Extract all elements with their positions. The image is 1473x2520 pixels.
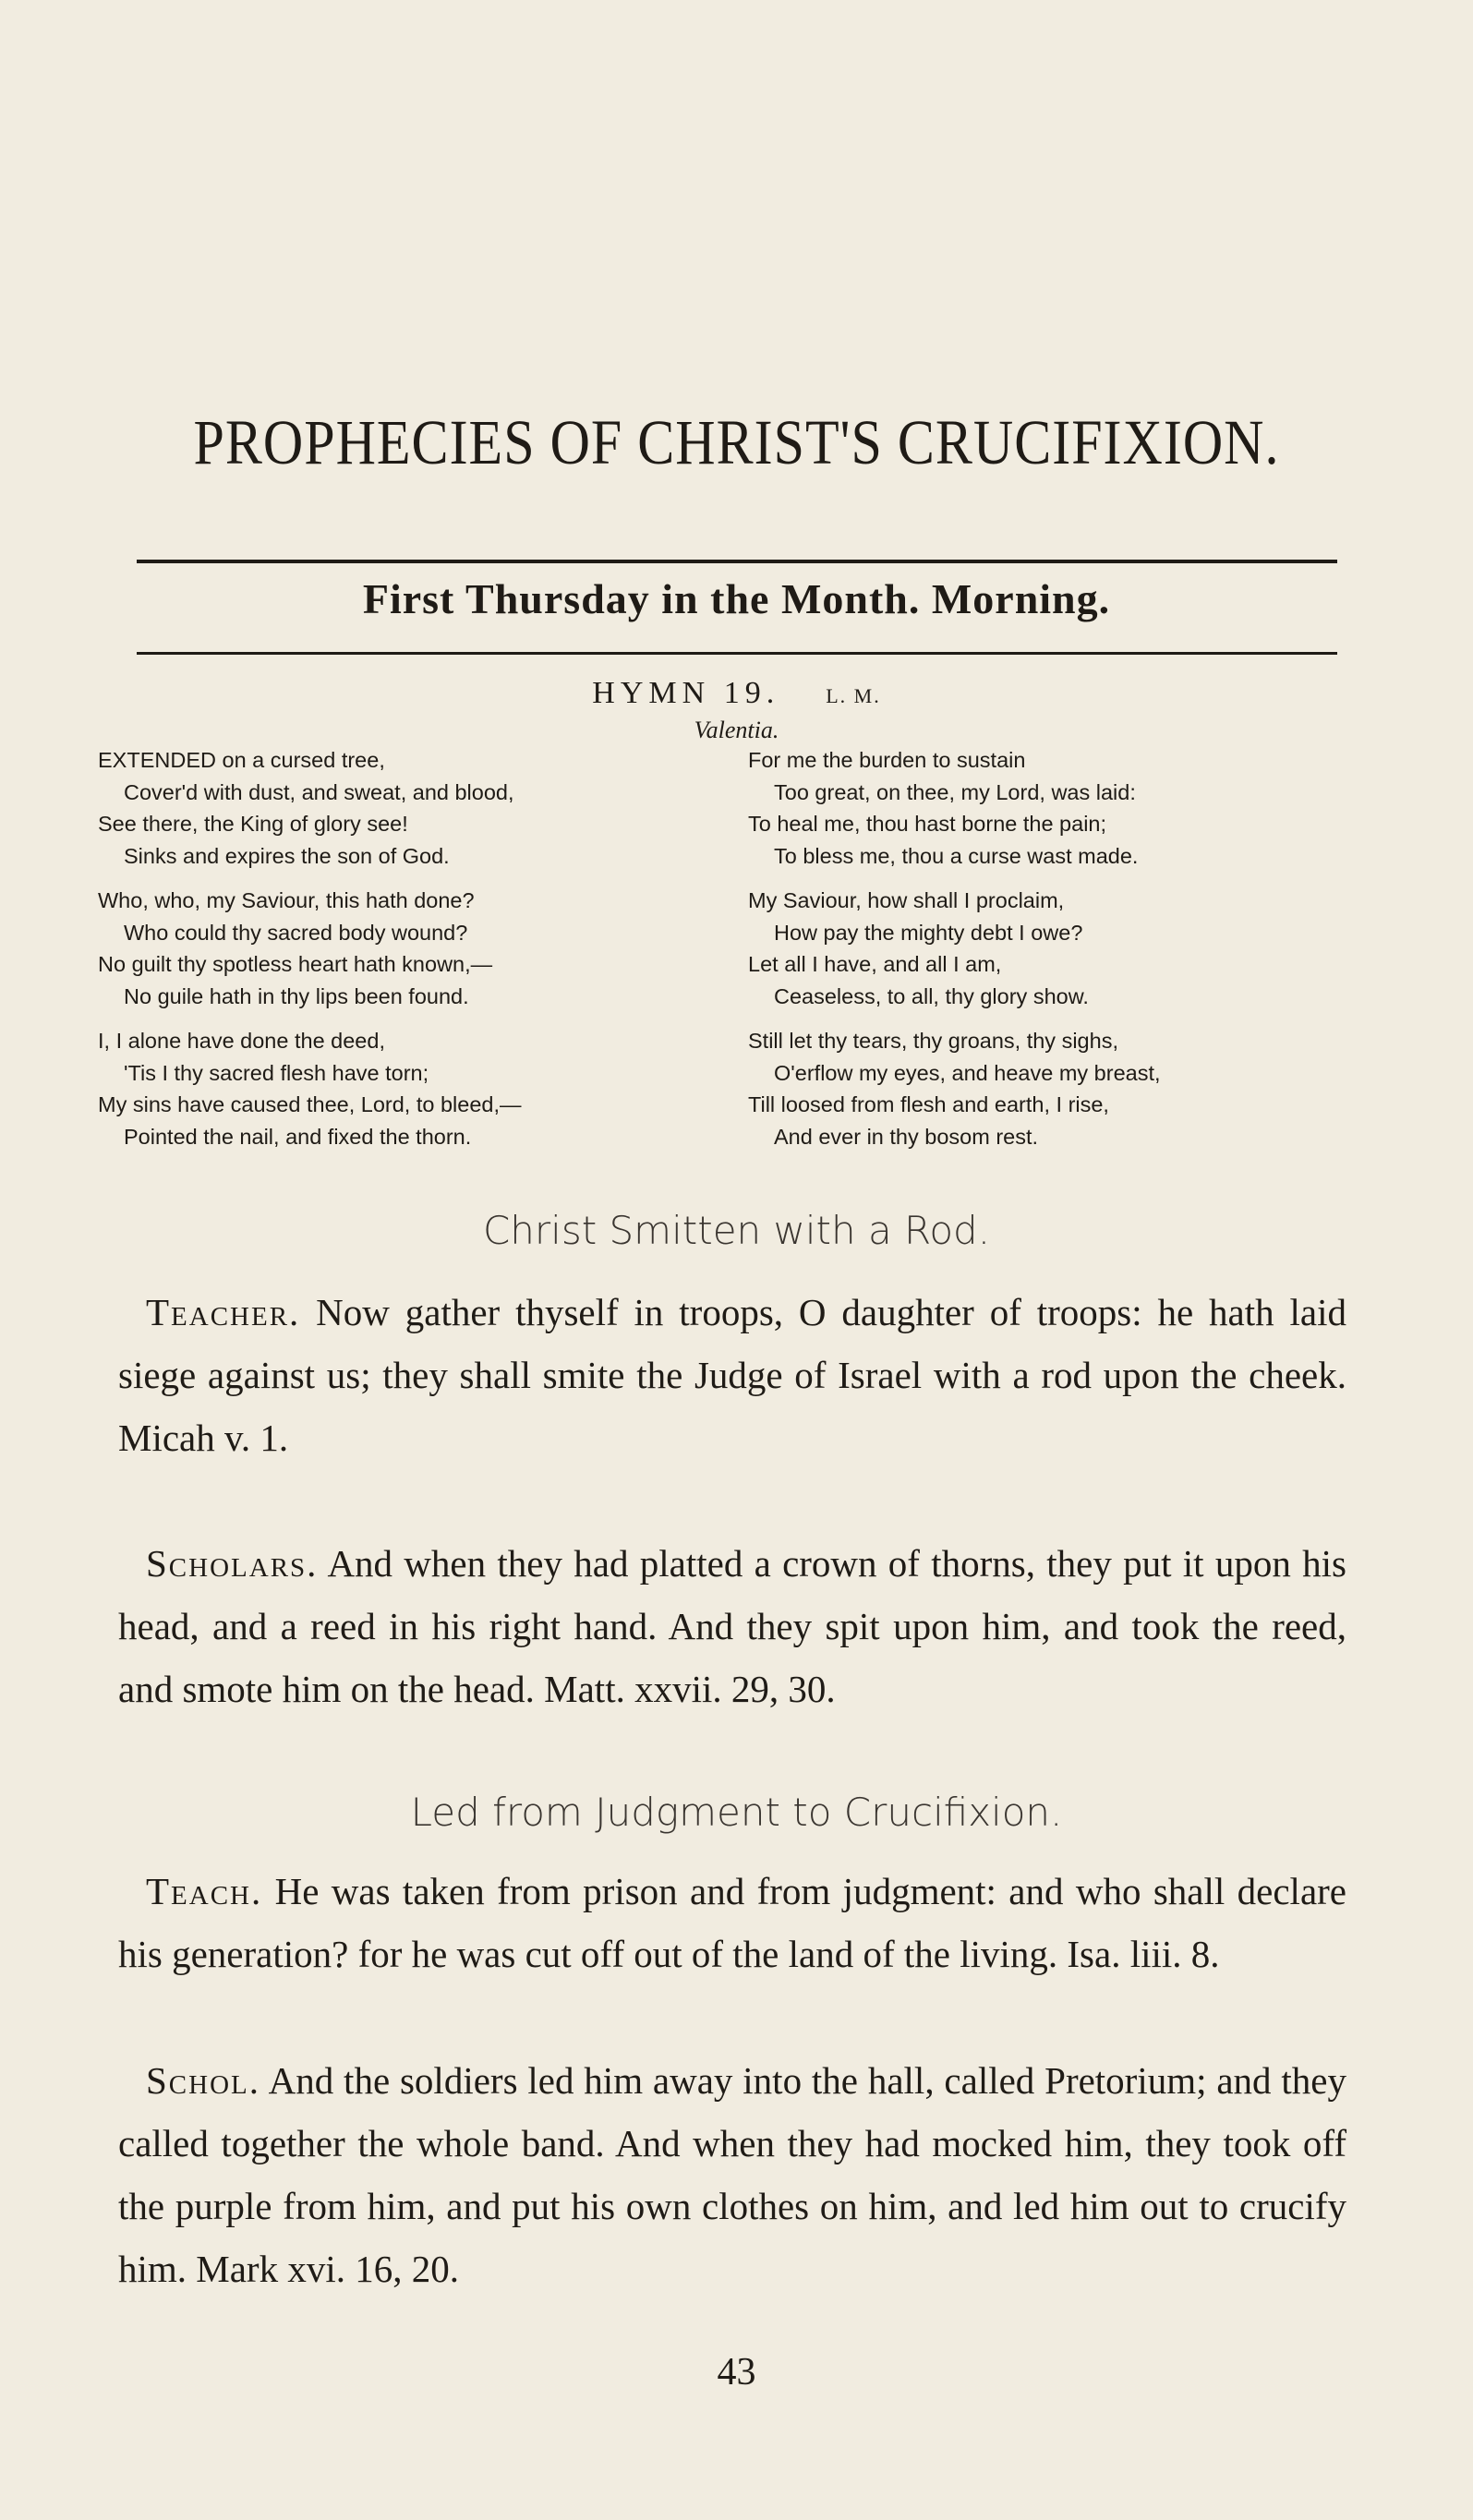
hymn-stanza-5 — [748, 885, 1089, 1012]
stanza-line: Cover'd with dust, and sweat, and blood, — [124, 779, 514, 804]
section-heading: Christ Smitten with a Rod. — [482, 1208, 991, 1253]
paragraph-text: And when they had platted a crown of thorns, they put it upon his head, and a reed in his right hand. And they spit upon him, and took the reed, and smote him on the head. Matt. xxvii. 29, 30. — [118, 1542, 1346, 1710]
hymn-stanza-2 — [98, 885, 492, 1012]
dialogue-paragraph — [118, 2049, 1346, 2300]
stanza-line: O'erflow my eyes, and heave my breast, — [774, 1060, 1161, 1085]
stanza-line: Who, who, my Saviour, this hath done? — [98, 888, 475, 912]
stanza-line: Pointed the nail, and fixed the thorn. — [124, 1124, 472, 1149]
stanza-line: No guile hath in thy lips been found. — [124, 983, 469, 1008]
stanza-line: I, I alone have done the deed, — [98, 1029, 385, 1053]
speaker-label: Teacher. — [146, 1291, 301, 1333]
stanza-line: How pay the mighty debt I owe? — [774, 920, 1083, 945]
stanza-line: Still let thy tears, thy groans, thy sighs, — [748, 1029, 1118, 1053]
title-rule-top — [137, 560, 1337, 563]
paragraph-text: And the soldiers led him away into the hall, called Pretorium; and they called together the whole band. And when they had mocked him, they took off the purple from him, and put his own clothes on him, and led him out to crucify him. Mark xvi. 16, 20. — [118, 2059, 1346, 2290]
day-heading: First Thursday in the Month. Morning. — [362, 575, 1111, 622]
dialogue-paragraph — [118, 1532, 1346, 1720]
hymn-stanza-1 — [98, 744, 514, 872]
stanza-line: And ever in thy bosom rest. — [774, 1124, 1039, 1149]
stanza-line: Sinks and expires the son of God. — [124, 843, 450, 868]
dialogue-paragraph — [118, 1281, 1346, 1469]
paragraph-text: Now gather thyself in troops, O daughter of troops: he hath laid siege against us; they shall smite the Judge of Israel with a rod upon the cheek. Micah v. 1. — [118, 1291, 1347, 1459]
stanza-line: Ceaseless, to all, thy glory show. — [774, 983, 1089, 1008]
stanza-line: Too great, on thee, my Lord, was laid: — [774, 779, 1136, 804]
hymn-stanza-6 — [748, 1025, 1161, 1152]
hymn-meter: L. M. — [826, 684, 881, 707]
stanza-line: No guilt thy spotless heart hath known,— — [98, 952, 493, 976]
title-rule-bottom — [137, 652, 1337, 655]
speaker-label: Teach. — [146, 1870, 263, 1912]
page-number: 43 — [717, 2351, 756, 2393]
speaker-label: Scholars. — [146, 1542, 319, 1585]
stanza-line: See there, the King of glory see! — [98, 812, 408, 836]
stanza-line: My Saviour, how shall I proclaim, — [748, 888, 1065, 912]
stanza-line: For me the burden to sustain — [748, 748, 1026, 772]
hymn-label: HYMN 19. — [592, 676, 780, 710]
paragraph-text: He was taken from prison and from judgment: and who shall declare his generation? for he was cut off out of the land of the living. Isa. liii. 8. — [118, 1870, 1346, 1975]
section-heading: Led from Judgment to Crucifixion. — [410, 1790, 1063, 1835]
stanza-line: Who could thy sacred body wound? — [124, 920, 468, 945]
stanza-line: To bless me, thou a curse wast made. — [774, 843, 1139, 868]
stanza-line: Till loosed from flesh and earth, I rise, — [748, 1092, 1109, 1116]
stanza-line: To heal me, thou hast borne the pain; — [748, 812, 1107, 836]
stanza-line: Let all I have, and all I am, — [748, 952, 1002, 976]
hymn-stanza-3 — [98, 1025, 522, 1152]
hymn-heading — [0, 676, 1473, 711]
stanza-line: 'Tis I thy sacred flesh have torn; — [124, 1060, 429, 1085]
dialogue-paragraph — [118, 1860, 1346, 1985]
speaker-label: Schol. — [146, 2059, 260, 2102]
hymn-tune: Valentia. — [694, 717, 779, 743]
stanza-line: My sins have caused thee, Lord, to bleed,— — [98, 1092, 522, 1116]
page-title: PROPHECIES OF CHRIST'S CRUCIFIXION. — [193, 407, 1280, 478]
hymn-stanza-4 — [748, 744, 1138, 872]
stanza-line: EXTENDED on a cursed tree, — [98, 748, 385, 772]
